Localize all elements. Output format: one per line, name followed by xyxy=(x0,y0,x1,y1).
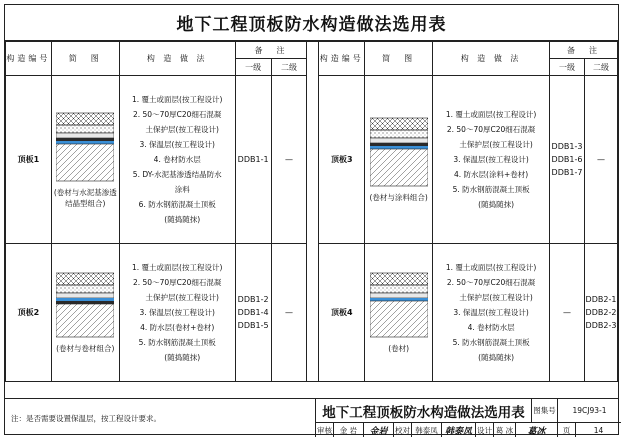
step: 土保护层(按工程设计) xyxy=(459,293,533,302)
code: — xyxy=(285,308,294,317)
page-label: 页 xyxy=(558,423,576,437)
level1-codes xyxy=(550,244,585,382)
header-code-right: 构造编号 xyxy=(319,42,365,76)
step: 5. 防水钢筋混凝土顶板 xyxy=(138,338,216,347)
step: 2. 50～70厚C20细石混凝 xyxy=(446,278,536,287)
designer-name: 葛 冰 xyxy=(494,423,516,437)
method-steps xyxy=(119,76,235,244)
atlas-label: 图集号 xyxy=(532,399,558,423)
layer-section-figure xyxy=(370,116,428,188)
atlas-number: 19CJ93-1 xyxy=(558,399,621,423)
step: 3. 保温层(按工程设计) xyxy=(139,308,215,317)
step: 土保护层(按工程设计) xyxy=(145,125,219,134)
design-label: 设计 xyxy=(476,423,494,437)
method-steps xyxy=(119,244,235,382)
method-steps xyxy=(433,244,550,382)
page-title-bar xyxy=(5,5,618,41)
page-number: 14 xyxy=(593,425,604,435)
code: — xyxy=(596,155,605,164)
designer-signature: 葛冰 xyxy=(516,423,558,437)
code: — xyxy=(285,155,294,164)
step: 3. 保温层(按工程设计) xyxy=(453,308,529,317)
figure-caption: (卷材与卷材组合) xyxy=(56,344,115,353)
footnote: 注：是否需要设置保温层，按工程设计要求。 xyxy=(11,414,161,423)
code: DDB2-2 xyxy=(585,308,617,317)
title-block-title: 地下工程顶板防水构造做法选用表 xyxy=(316,399,532,423)
layer-section-figure xyxy=(56,271,114,339)
figure-caption: (卷材与水泥基渗透结晶型组合) xyxy=(53,187,117,208)
header-level1-right: 一级 xyxy=(550,59,585,76)
row-name: 顶板2 xyxy=(6,244,52,382)
level1-codes xyxy=(235,244,271,382)
figure-cell xyxy=(365,76,433,244)
code: DDB2-1 xyxy=(585,295,617,304)
step: 1. 覆土或面层(按工程设计) xyxy=(132,95,223,104)
step: 2. 50～70厚C20细石混凝 xyxy=(132,278,222,287)
column-gap xyxy=(307,42,319,382)
step: 2. 50～70厚C20细石混凝 xyxy=(446,125,536,134)
header-level2: 二级 xyxy=(271,59,307,76)
step: 1. 覆土或面层(按工程设计) xyxy=(445,263,537,272)
code: DDB1-1 xyxy=(237,155,269,164)
level2-codes xyxy=(584,244,617,382)
row-name: 顶板4 xyxy=(319,244,365,382)
row-name: 顶板3 xyxy=(319,76,365,244)
code: DDB1-3 xyxy=(551,142,583,151)
step: 4. 卷材防水层 xyxy=(467,323,515,332)
step: 3. 保温层(按工程设计) xyxy=(453,155,529,164)
check-label: 校对 xyxy=(394,423,412,437)
step: 5. 防水钢筋混凝土顶板 xyxy=(452,185,530,194)
checker-signature: 韩泰凤 xyxy=(442,423,476,437)
step: 5. DY-水泥基渗透结晶防水 xyxy=(132,170,222,179)
title-block xyxy=(315,399,620,437)
figure-caption: (卷材) xyxy=(388,344,410,353)
step: (随捣随抹) xyxy=(164,353,201,362)
header-method: 构 造 做 法 xyxy=(119,42,235,76)
header-remarks-right: 备 注 xyxy=(550,42,618,59)
step: 4. 防水层(涂料+卷材) xyxy=(453,170,529,179)
layer-section-figure xyxy=(56,111,114,183)
step: 3. 保温层(按工程设计) xyxy=(139,140,215,149)
step: 6. 防水钢筋混凝土顶板 xyxy=(138,200,216,209)
drawing-sheet xyxy=(4,4,619,435)
figure-cell xyxy=(51,244,119,382)
reviewer-signature: 金岩 xyxy=(364,423,394,437)
figure-cell xyxy=(51,76,119,244)
step: 5. 防水钢筋混凝土顶板 xyxy=(452,338,530,347)
step: 1. 覆土或面层(按工程设计) xyxy=(445,110,537,119)
row-name: 顶板1 xyxy=(6,76,52,244)
step: (随捣随抹) xyxy=(478,353,515,362)
code: DDB1-7 xyxy=(551,168,583,177)
header-remarks: 备 注 xyxy=(235,42,307,59)
step: 涂料 xyxy=(174,185,190,194)
selection-table xyxy=(5,41,618,382)
step: 土保护层(按工程设计) xyxy=(145,293,219,302)
header-level2-right: 二级 xyxy=(584,59,617,76)
code: DDB1-2 xyxy=(237,295,269,304)
level1-codes xyxy=(235,76,271,244)
step: (随捣随抹) xyxy=(164,215,201,224)
level2-codes xyxy=(271,76,307,244)
checker-name: 韩泰凤 xyxy=(412,423,442,437)
figure-cell xyxy=(365,244,433,382)
header-code: 构造编号 xyxy=(6,42,52,76)
header-level1: 一级 xyxy=(235,59,271,76)
level2-codes xyxy=(271,244,307,382)
header-figure-right: 简 图 xyxy=(365,42,433,76)
code: DDB1-5 xyxy=(237,321,269,330)
code: DDB2-3 xyxy=(585,321,617,330)
header-method-right: 构 造 做 法 xyxy=(433,42,550,76)
level1-codes xyxy=(550,76,585,244)
step: 土保护层(按工程设计) xyxy=(459,140,533,149)
step: 4. 卷材防水层 xyxy=(153,155,201,164)
level2-codes xyxy=(584,76,617,244)
page-title: 地下工程顶板防水构造做法选用表 xyxy=(176,15,447,35)
code: DDB1-4 xyxy=(237,308,269,317)
review-label: 审核 xyxy=(316,423,334,437)
reviewer-name: 金 岩 xyxy=(334,423,364,437)
code: DDB1-6 xyxy=(551,155,583,164)
step: 2. 50～70厚C20细石混凝 xyxy=(132,110,222,119)
step: 1. 覆土或面层(按工程设计) xyxy=(132,263,223,272)
layer-section-figure xyxy=(370,271,428,339)
footer xyxy=(5,398,618,436)
figure-caption: (卷材与涂料组合) xyxy=(369,193,428,202)
step: 4. 防水层(卷材+卷材) xyxy=(140,323,215,332)
code: — xyxy=(562,308,571,317)
header-figure: 简 图 xyxy=(51,42,119,76)
step: (随捣随抹) xyxy=(478,200,515,209)
method-steps xyxy=(433,76,550,244)
